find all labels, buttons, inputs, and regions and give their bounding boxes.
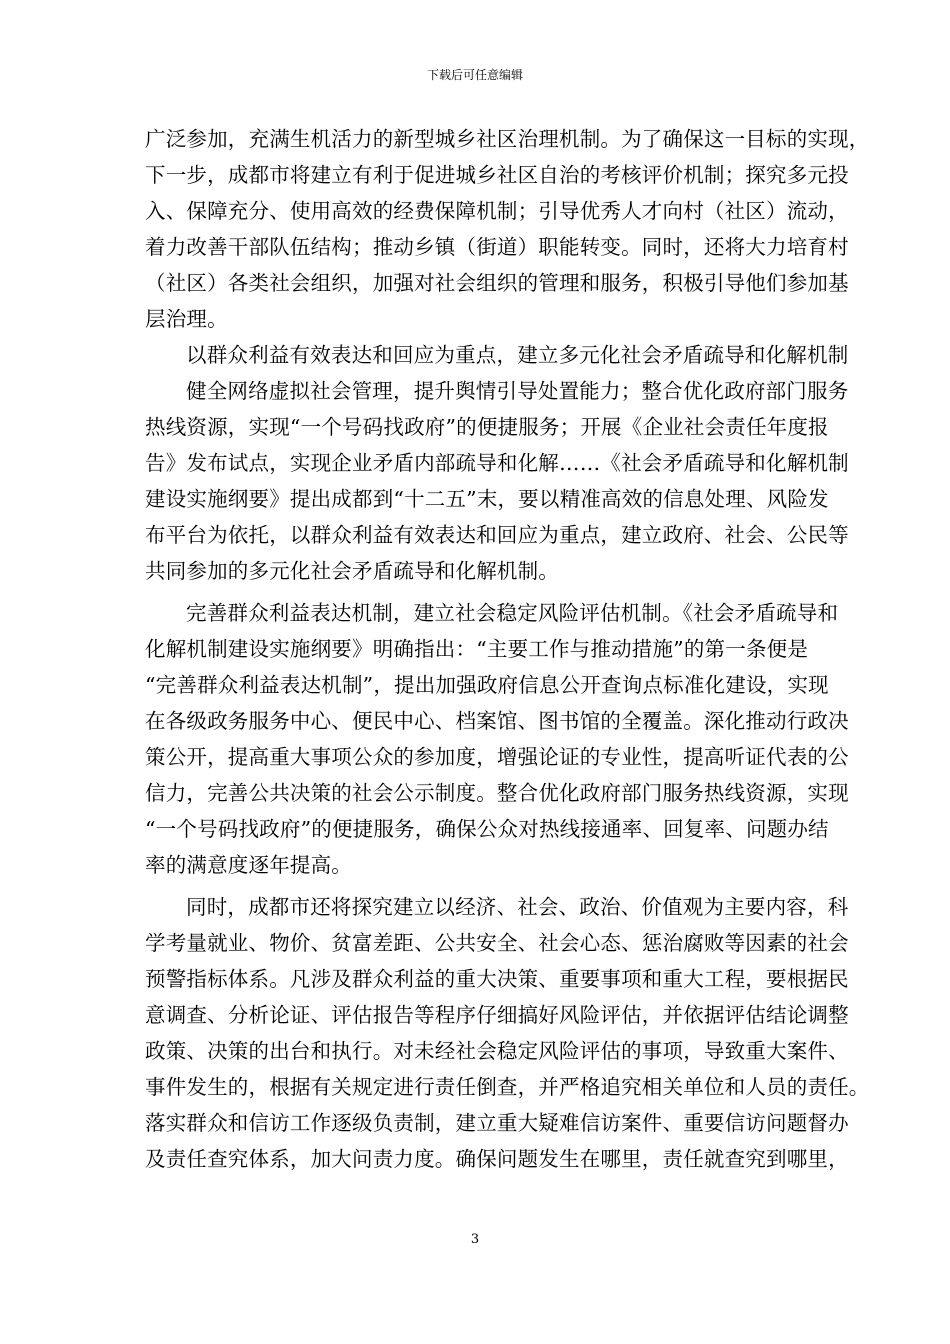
text-line: 告》发布试点，实现企业矛盾内部疏导和化解……《社会矛盾疏导和化解机制: [145, 451, 849, 475]
text-line: 着力改善干部队伍结构；推动乡镇（街道）职能转变。同时，还将大力培育村: [145, 235, 849, 259]
paragraph: [145, 373, 849, 589]
text-line: 层治理。: [145, 307, 228, 331]
text-line: 及责任查究体系，加大问责力度。确保问题发生在哪里，责任就查究到哪里，: [145, 1147, 849, 1171]
text-line: 同时，成都市还将探究建立以经济、社会、政治、价值观为主要内容，科: [186, 895, 849, 919]
text-line: 化解机制建设实施纲要》明确指出：“主要工作与推动措施”的第一条便是: [145, 637, 809, 661]
page-header: 下载后可任意编辑: [426, 68, 523, 82]
text-line: 率的满意度逐年提高。: [145, 853, 352, 877]
paragraph: [145, 595, 849, 883]
paragraph: [145, 337, 849, 373]
text-line: （社区）各类社会组织，加强对社会组织的管理和服务，积极引导他们参加基: [145, 271, 849, 295]
text-line: 政策、决策的出台和执行。对未经社会稳定风险评估的事项，导致重大案件、: [145, 1039, 849, 1063]
text-line: 意调查、分析论证、评估报告等程序仔细搞好风险评估，并依据评估结论调整: [145, 1003, 849, 1027]
section-heading: 以群众利益有效表达和回应为重点，建立多元化社会矛盾疏导和化解机制: [186, 343, 849, 367]
text-line: 信力，完善公共决策的社会公示制度。整合优化政府部门服务热线资源，实现: [145, 781, 849, 805]
text-line: 布平台为依托，以群众利益有效表达和回应为重点，建立政府、社会、公民等: [145, 523, 849, 547]
document-body: [145, 121, 870, 1177]
text-line: 广泛参加，充满生机活力的新型城乡社区治理机制。为了确保这一目标的实现，: [145, 127, 870, 151]
text-line: 热线资源，实现“一个号码找政府”的便捷服务；开展《企业社会责任年度报: [145, 415, 829, 439]
page-number: 3: [470, 1232, 480, 1247]
text-line: 策公开，提高重大事项公众的参加度，增强论证的专业性，提高听证代表的公: [145, 745, 849, 769]
text-line: 共同参加的多元化社会矛盾疏导和化解机制。: [145, 559, 559, 583]
text-line: “完善群众利益表达机制”，提出加强政府信息公开查询点标准化建设，实现: [145, 673, 829, 697]
text-line: “一个号码找政府”的便捷服务，确保公众对热线接通率、回复率、问题办结: [145, 817, 829, 841]
text-line: 预警指标体系。凡涉及群众利益的重大决策、重要事项和重大工程，要根据民: [145, 967, 849, 991]
text-line: 下一步，成都市将建立有利于促进城乡社区自治的考核评价机制；探究多元投: [145, 163, 849, 187]
text-line: 落实群众和信访工作逐级负责制，建立重大疑难信访案件、重要信访问题督办: [145, 1111, 849, 1135]
text-line: 完善群众利益表达机制，建立社会稳定风险评估机制。《社会矛盾疏导和: [186, 601, 839, 625]
text-line: 在各级政务服务中心、便民中心、档案馆、图书馆的全覆盖。深化推动行政决: [145, 709, 849, 733]
paragraph: [145, 889, 870, 1177]
text-line: 入、保障充分、使用高效的经费保障机制；引导优秀人才向村（社区）流动，: [145, 199, 849, 223]
text-line: 事件发生的，根据有关规定进行责任倒查，并严格追究相关单位和人员的责任。: [145, 1075, 870, 1099]
text-line: 建设实施纲要》提出成都到“十二五”末，要以精准高效的信息处理、风险发: [145, 487, 829, 511]
text-line: 学考量就业、物价、贫富差距、公共安全、社会心态、惩治腐败等因素的社会: [145, 931, 849, 955]
text-line: 健全网络虚拟社会管理，提升舆情引导处置能力；整合优化政府部门服务: [186, 379, 849, 403]
paragraph: [145, 121, 870, 337]
